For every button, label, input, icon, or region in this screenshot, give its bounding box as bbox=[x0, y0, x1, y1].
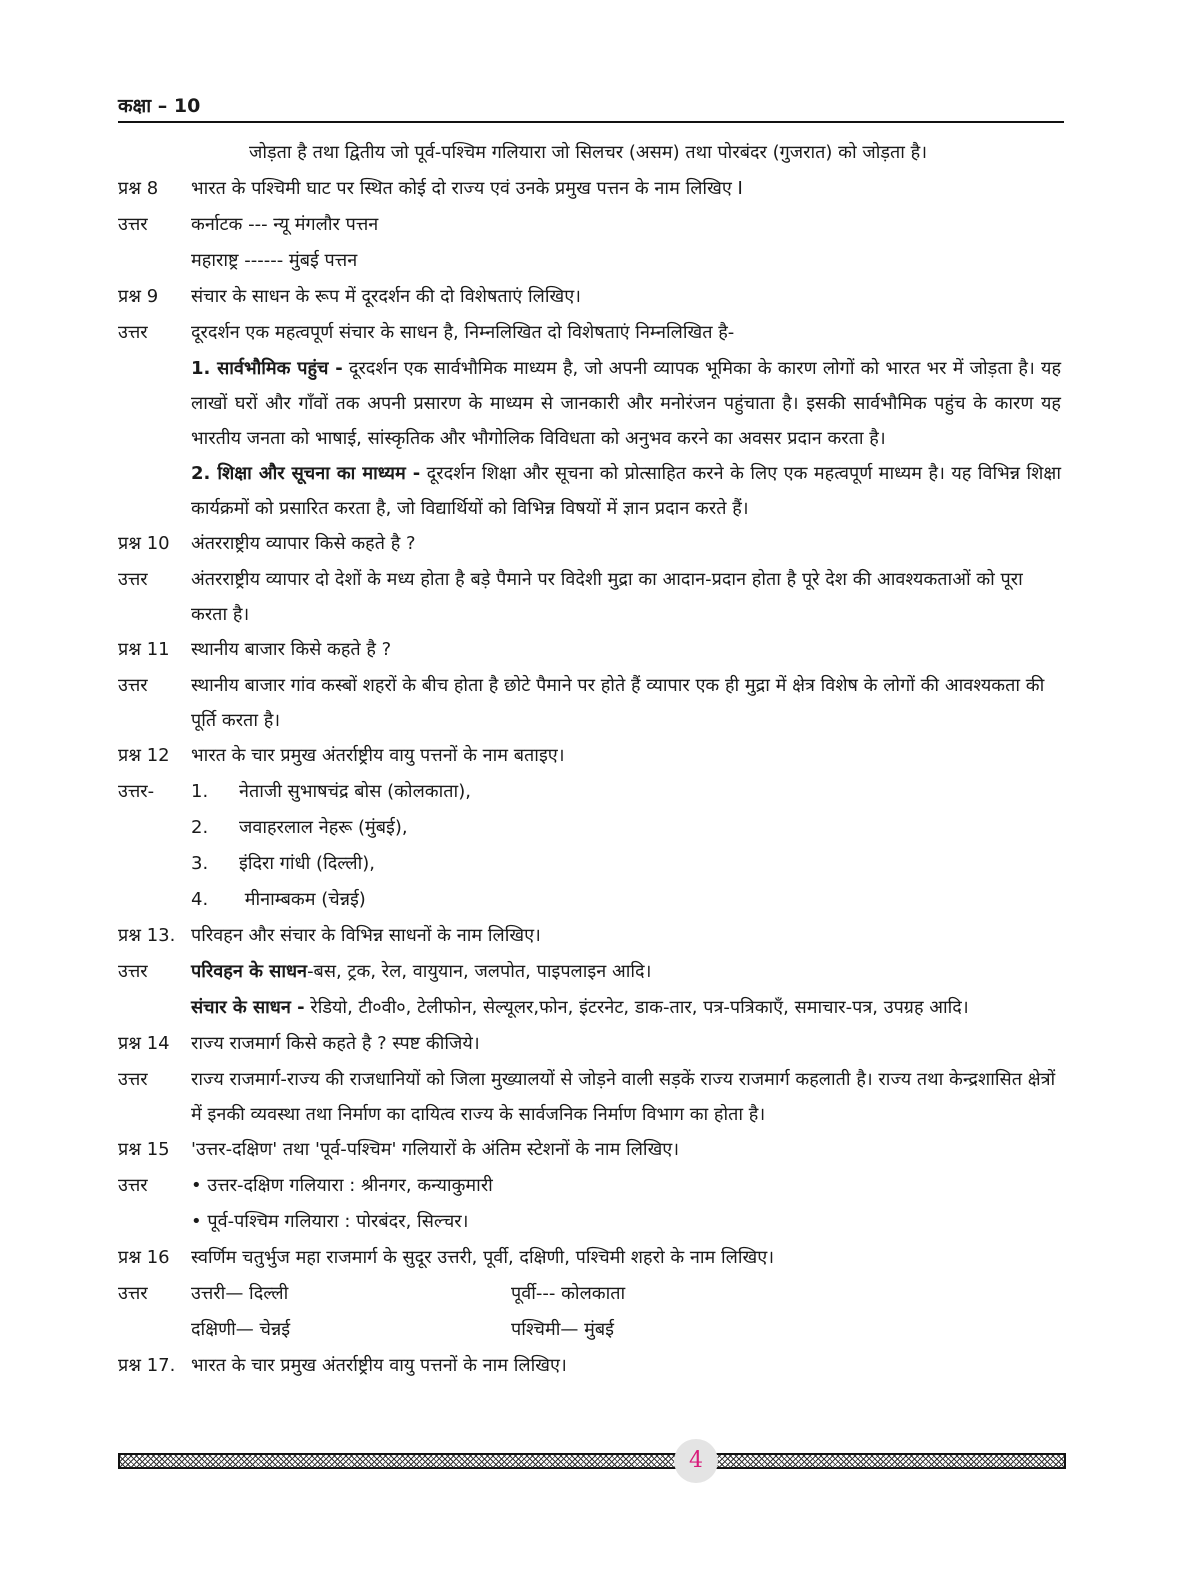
answer-13-point-1 bbox=[0, 954, 1181, 990]
page-number: 4 bbox=[674, 1439, 718, 1483]
question-12 bbox=[0, 738, 1181, 774]
answer-label: उत्तर bbox=[118, 961, 148, 982]
question-text: संचार के साधन के रूप में दूरदर्शन की दो विशेषताएं लिखिए। bbox=[191, 286, 581, 307]
answer-13-point-2 bbox=[0, 990, 1181, 1026]
question-10 bbox=[0, 526, 1181, 562]
question-label: प्रश्न 8 bbox=[118, 178, 159, 199]
question-text: भारत के पश्चिमी घाट पर स्थित कोई दो राज्य एवं उनके प्रमुख पत्तन के नाम लिखिए I bbox=[191, 178, 743, 199]
question-label: प्रश्न 13. bbox=[118, 925, 176, 946]
answer-9-point-2 bbox=[0, 456, 1181, 526]
question-9 bbox=[0, 279, 1181, 315]
answer-paragraph: 2. शिक्षा और सूचना का माध्यम - दूरदर्शन शिक्षा और सूचना को प्रोत्साहित करने के लिए एक महत्वपूर्ण माध्यम है। यह विभिन्न शिक्षा कार्यक्रमों को प्रसारित करता है, जो विद्यार्थियों को विभिन्न विषयों में ज्ञान प्रदान करते हैं। bbox=[191, 463, 1061, 519]
answer-12-item-4 bbox=[0, 882, 1181, 918]
answer-text: स्थानीय बाजार गांव कस्बों शहरों के बीच होता है छोटे पैमाने पर होते हैं व्यापार एक ही मुद्रा में क्षेत्र विशेष के लोगों की आवश्यकता की पूर्ति करता है। bbox=[191, 675, 1045, 731]
answer-line: कर्नाटक --- न्यू मंगलौर पत्तन bbox=[191, 214, 379, 235]
question-label: प्रश्न 11 bbox=[118, 639, 170, 660]
answer-16-row-1 bbox=[0, 1276, 1181, 1312]
question-label: प्रश्न 16 bbox=[118, 1247, 170, 1268]
answer-paragraph: 1. सार्वभौमिक पहुंच - दूरदर्शन एक सार्वभौमिक माध्यम है, जो अपनी व्यापक भूमिका के कारण लोगों को भारत भर में जोड़ता है। यह लाखों घरों और गाँवों तक अपनी प्रसारण के माध्यम से जानकारी और मनोरंजन पहुंचाता है। इसकी सार्वभौमिक पहुंच के कारण यह भारतीय जनता को भाषाई, सांस्कृतिक और भौगोलिक विविधता को अनुभव करने का अवसर प्रदान करता है। bbox=[191, 358, 1062, 449]
page-header-title: कक्षा – 10 bbox=[118, 95, 201, 117]
answer-12-item-3 bbox=[0, 846, 1181, 882]
answer-15-line-2 bbox=[0, 1204, 1181, 1240]
answer-label: उत्तर bbox=[118, 1175, 148, 1196]
question-text: स्थानीय बाजार किसे कहते है ? bbox=[191, 639, 392, 660]
answer-16-row-2 bbox=[0, 1312, 1181, 1348]
question-label: प्रश्न 10 bbox=[118, 533, 170, 554]
bullet-item: • उत्तर-दक्षिण गलियारा : श्रीनगर, कन्याकुमारी bbox=[191, 1175, 493, 1196]
answer-north: उत्तरी— दिल्ली bbox=[191, 1283, 289, 1304]
point-heading: परिवहन के साधन bbox=[191, 961, 308, 982]
answer-11 bbox=[0, 668, 1181, 738]
question-15 bbox=[0, 1132, 1181, 1168]
answer-8 bbox=[0, 207, 1181, 243]
page-footer bbox=[118, 1449, 1066, 1473]
answer-intro: दूरदर्शन एक महत्वपूर्ण संचार के साधन है, निम्नलिखित दो विशेषताएं निम्नलिखित है- bbox=[191, 322, 735, 343]
point-heading: 2. शिक्षा और सूचना का माध्यम - bbox=[191, 463, 421, 484]
decorative-border-band bbox=[118, 1453, 1066, 1469]
question-text: अंतरराष्ट्रीय व्यापार किसे कहते है ? bbox=[191, 533, 416, 554]
question-16 bbox=[0, 1240, 1181, 1276]
list-item: 4. मीनाम्बकम (चेन्नई) bbox=[191, 889, 366, 910]
question-text: राज्य राजमार्ग किसे कहते है ? स्पष्ट कीजिये। bbox=[191, 1033, 480, 1054]
question-11 bbox=[0, 632, 1181, 668]
answer-label: उत्तर bbox=[118, 1283, 148, 1304]
question-label: प्रश्न 17. bbox=[118, 1355, 176, 1376]
answer-label: उत्तर- bbox=[118, 781, 155, 802]
header-rule bbox=[118, 121, 1064, 123]
list-item: 2. जवाहरलाल नेहरू (मुंबई), bbox=[191, 817, 408, 838]
answer-text: अंतरराष्ट्रीय व्यापार दो देशों के मध्य होता है बड़े पैमाने पर विदेशी मुद्रा का आदान-प्रदान होता है पूरे देश की आवश्यकताओं को पूरा करता है। bbox=[191, 569, 1023, 625]
question-17 bbox=[0, 1348, 1181, 1384]
question-text: स्वर्णिम चतुर्भुज महा राजमार्ग के सुदूर उत्तरी, पूर्वी, दक्षिणी, पश्चिमी शहरो के नाम लिखिए। bbox=[191, 1247, 775, 1268]
list-item: 3. इंदिरा गांधी (दिल्ली), bbox=[191, 853, 376, 874]
question-text: 'उत्तर-दक्षिण' तथा 'पूर्व-पश्चिम' गलियारों के अंतिम स्टेशनों के नाम लिखिए। bbox=[191, 1139, 680, 1160]
answer-15-line-1 bbox=[0, 1168, 1181, 1204]
answer-label: उत्तर bbox=[118, 569, 148, 590]
answer-label: उत्तर bbox=[118, 322, 148, 343]
answer-9-point-1 bbox=[0, 351, 1181, 456]
continuation-line: जोड़ता है तथा द्वितीय जो पूर्व-पश्चिम गलियारा जो सिलचर (असम) तथा पोरबंदर (गुजरात) को जोड़ता है। bbox=[249, 142, 928, 163]
answer-text: राज्य राजमार्ग-राज्य की राजधानियों को जिला मुख्यालयों से जोड़ने वाली सड़कें राज्य राजमार्ग कहलाती है। राज्य तथा केन्द्रशासित क्षेत्रों में इनकी व्यवस्था तथा निर्माण का दायित्व राज्य के सार्वजनिक निर्माण विभाग का होता है। bbox=[191, 1069, 1056, 1125]
question-14 bbox=[0, 1026, 1181, 1062]
answer-9 bbox=[0, 315, 1181, 351]
bullet-item: • पूर्व-पश्चिम गलियारा : पोरबंदर, सिल्चर। bbox=[191, 1211, 469, 1232]
question-text: भारत के चार प्रमुख अंतर्राष्ट्रीय वायु पत्तनों के नाम बताइए। bbox=[191, 745, 565, 766]
point-heading: 1. सार्वभौमिक पहुंच - bbox=[191, 358, 343, 379]
answer-12-item-2 bbox=[0, 810, 1181, 846]
answer-8-line-2 bbox=[0, 243, 1181, 279]
answer-line: महाराष्ट्र ------ मुंबई पत्तन bbox=[191, 250, 358, 271]
answer-paragraph: परिवहन के साधन-बस, ट्रक, रेल, वायुयान, जलपोत, पाइपलाइन आदि। bbox=[191, 961, 652, 982]
answer-label: उत्तर bbox=[118, 1069, 148, 1090]
document-body bbox=[0, 135, 1181, 1384]
question-label: प्रश्न 14 bbox=[118, 1033, 170, 1054]
question-label: प्रश्न 15 bbox=[118, 1139, 170, 1160]
list-item: 1. नेताजी सुभाषचंद्र बोस (कोलकाता), bbox=[191, 781, 471, 802]
answer-paragraph: संचार के साधन - रेडियो, टी०वी०, टेलीफोन, सेल्यूलर,फोन, इंटरनेट, डाक-तार, पत्र-पत्रिकाएँ, समाचार-पत्र, उपग्रह आदि। bbox=[191, 997, 969, 1018]
point-heading: संचार के साधन - bbox=[191, 997, 305, 1018]
answer-12-item-1 bbox=[0, 774, 1181, 810]
answer-10 bbox=[0, 562, 1181, 632]
question-text: परिवहन और संचार के विभिन्न साधनों के नाम लिखिए। bbox=[191, 925, 541, 946]
answer-east: पूर्वी--- कोलकाता bbox=[511, 1283, 626, 1304]
answer-14 bbox=[0, 1062, 1181, 1132]
answer-south: दक्षिणी— चेन्नई bbox=[191, 1319, 291, 1340]
answer-label: उत्तर bbox=[118, 675, 148, 696]
question-text: भारत के चार प्रमुख अंतर्राष्ट्रीय वायु पत्तनों के नाम लिखिए। bbox=[191, 1355, 567, 1376]
question-13 bbox=[0, 918, 1181, 954]
question-label: प्रश्न 12 bbox=[118, 745, 170, 766]
answer-label: उत्तर bbox=[118, 214, 148, 235]
question-8 bbox=[0, 171, 1181, 207]
question-label: प्रश्न 9 bbox=[118, 286, 159, 307]
answer-west: पश्चिमी— मुंबई bbox=[511, 1319, 614, 1340]
